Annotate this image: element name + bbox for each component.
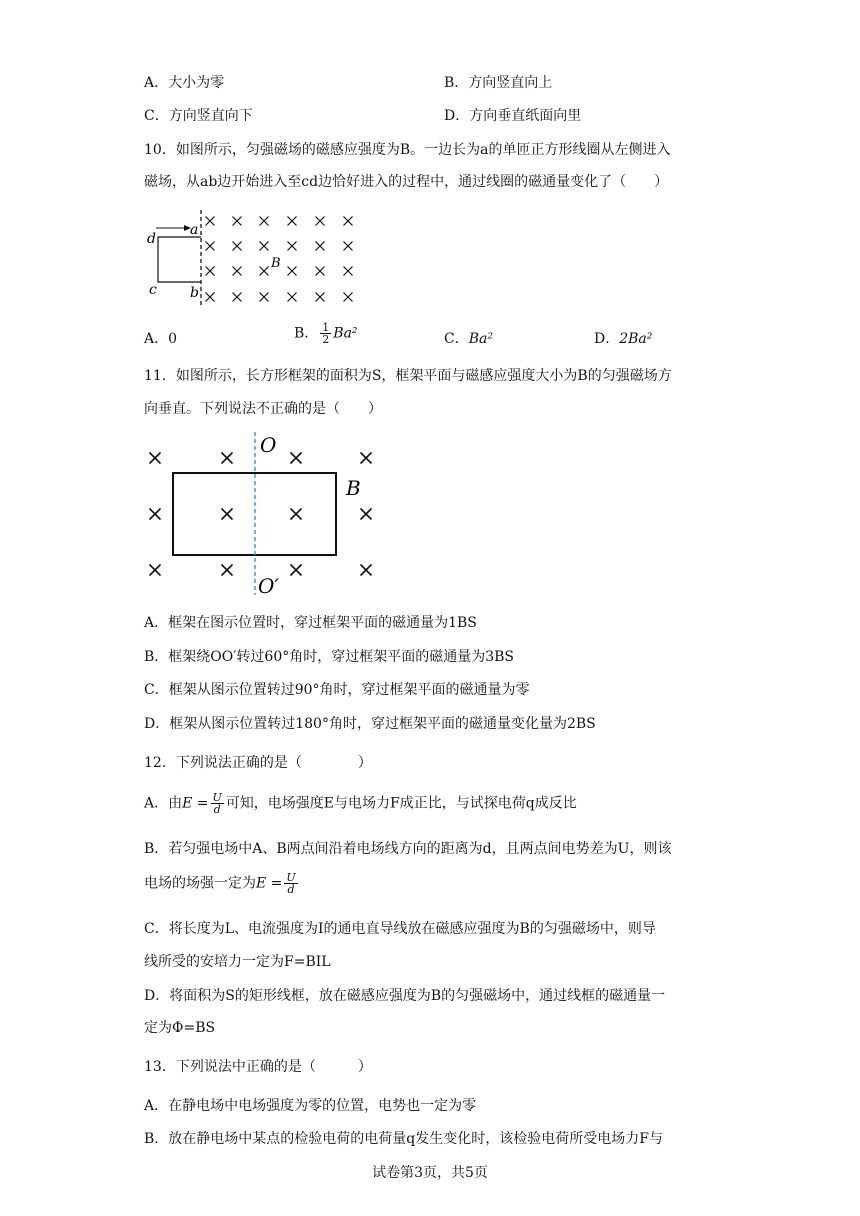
cross-mark [361, 565, 372, 576]
label-O-prime: O′ [258, 574, 279, 598]
q10-figure [144, 205, 364, 310]
q12-option-d-line1: D．将面积为S的矩形线框，放在磁感应强度为B的匀强磁场中，通过线框的磁通量一 [144, 988, 666, 1004]
q11-option-a: A．框架在图示位置时，穿过框架平面的磁通量为1BS [144, 615, 477, 631]
cross-mark [291, 565, 302, 576]
q10-option-b: B． $\frac{1}{2}$ Ba² [294, 321, 358, 346]
cross-mark [233, 267, 242, 276]
cross-mark [260, 242, 269, 251]
cross-mark [260, 267, 269, 276]
q12-option-c-line2: 线所受的安培力一定为F=BIL [144, 954, 331, 970]
cross-mark [344, 267, 353, 276]
q12-option-a: A．由E = $\frac{U}{d}$ 可知，电场强度E与电场力F成正比，与试探电荷q成反比 [144, 791, 577, 816]
q12-option-d-line2: 定为Φ=BS [144, 1020, 216, 1036]
cross-mark [291, 509, 302, 520]
cross-mark [316, 267, 325, 276]
cross-mark [150, 453, 161, 464]
q13-option-a: A．在静电场中电场强度为零的位置，电势也一定为零 [144, 1098, 477, 1114]
cross-mark [222, 509, 233, 520]
q12-stem: 12．下列说法正确的是（ ） [144, 755, 372, 771]
cross-mark [291, 453, 302, 464]
q11-stem-line2: 向垂直。下列说法不正确的是（ ） [144, 401, 382, 417]
cross-mark [206, 267, 215, 276]
q12-option-c-line1: C．将长度为L、电流强度为I的通电直导线放在磁感应强度为B的匀强磁场中，则导 [144, 921, 656, 937]
q10-stem-line1: 10．如图所示，匀强磁场的磁感应强度为B。一边长为a的单匝正方形线圈从左侧进入 [144, 142, 671, 158]
q11-stem-line1: 11．如图所示，长方形框架的面积为S，框架平面与磁感应强度大小为B的匀强磁场方 [144, 368, 672, 384]
magnetic-field-crosses [150, 453, 372, 576]
cross-mark [288, 267, 297, 276]
q12-option-b-line2: 电场的场强一定为E = $\frac{U}{d}$ [144, 871, 296, 896]
q9-option-b: B．方向竖直向上 [444, 75, 553, 91]
cross-mark [260, 293, 269, 302]
cross-mark [344, 217, 353, 226]
label-c: c [149, 282, 157, 298]
q12-option-b-line1: B．若匀强电场中A、B两点间沿着电场线方向的距离为d，且两点间电势差为U，则该 [144, 841, 672, 857]
cross-mark [150, 509, 161, 520]
cross-mark [288, 293, 297, 302]
cross-mark [361, 509, 372, 520]
rectangular-frame [173, 473, 336, 555]
cross-mark [206, 217, 215, 226]
cross-mark [222, 565, 233, 576]
label-B: B [346, 476, 361, 500]
cross-mark [316, 293, 325, 302]
q11-figure [144, 430, 384, 600]
q9-option-d: D．方向垂直纸面向里 [444, 108, 582, 124]
page-footer: 试卷第3页，共5页 [372, 1165, 488, 1181]
q13-option-b: B．放在静电场中某点的检验电荷的电荷量q发生变化时，该检验电荷所受电场力F与 [144, 1131, 663, 1147]
label-b: b [190, 285, 199, 301]
q11-option-b: B．框架绕OO′转过60°角时，穿过框架平面的磁通量为3BS [144, 649, 515, 665]
q10-stem-line2: 磁场，从ab边开始进入至cd边恰好进入的过程中，通过线圈的磁通量变化了（ ） [144, 174, 669, 190]
coil-square [158, 237, 201, 282]
label-d: d [147, 231, 156, 247]
cross-mark [233, 293, 242, 302]
label-a: a [190, 222, 199, 238]
cross-mark [344, 242, 353, 251]
q13-stem: 13．下列说法中正确的是（ ） [144, 1059, 372, 1075]
cross-mark [288, 242, 297, 251]
cross-mark [233, 217, 242, 226]
cross-mark [150, 565, 161, 576]
q10-option-c: C．Ba² [444, 331, 493, 347]
cross-mark [260, 217, 269, 226]
cross-mark [316, 242, 325, 251]
cross-mark [361, 453, 372, 464]
cross-mark [288, 217, 297, 226]
cross-mark [222, 453, 233, 464]
q9-option-c: C．方向竖直向下 [144, 108, 253, 124]
cross-mark [316, 217, 325, 226]
q10-option-a: A．0 [144, 331, 178, 347]
q11-option-d: D．框架从图示位置转过180°角时，穿过框架平面的磁通量变化量为2BS [144, 716, 596, 732]
q11-option-c: C．框架从图示位置转过90°角时，穿过框架平面的磁通量为零 [144, 682, 530, 698]
cross-mark [206, 293, 215, 302]
cross-mark [344, 293, 353, 302]
q10-option-d: D．2Ba² [594, 331, 653, 347]
label-O: O [260, 433, 277, 457]
q9-option-a: A．大小为零 [144, 75, 225, 91]
cross-mark [233, 242, 242, 251]
label-B: B [271, 256, 281, 271]
cross-mark [206, 242, 215, 251]
